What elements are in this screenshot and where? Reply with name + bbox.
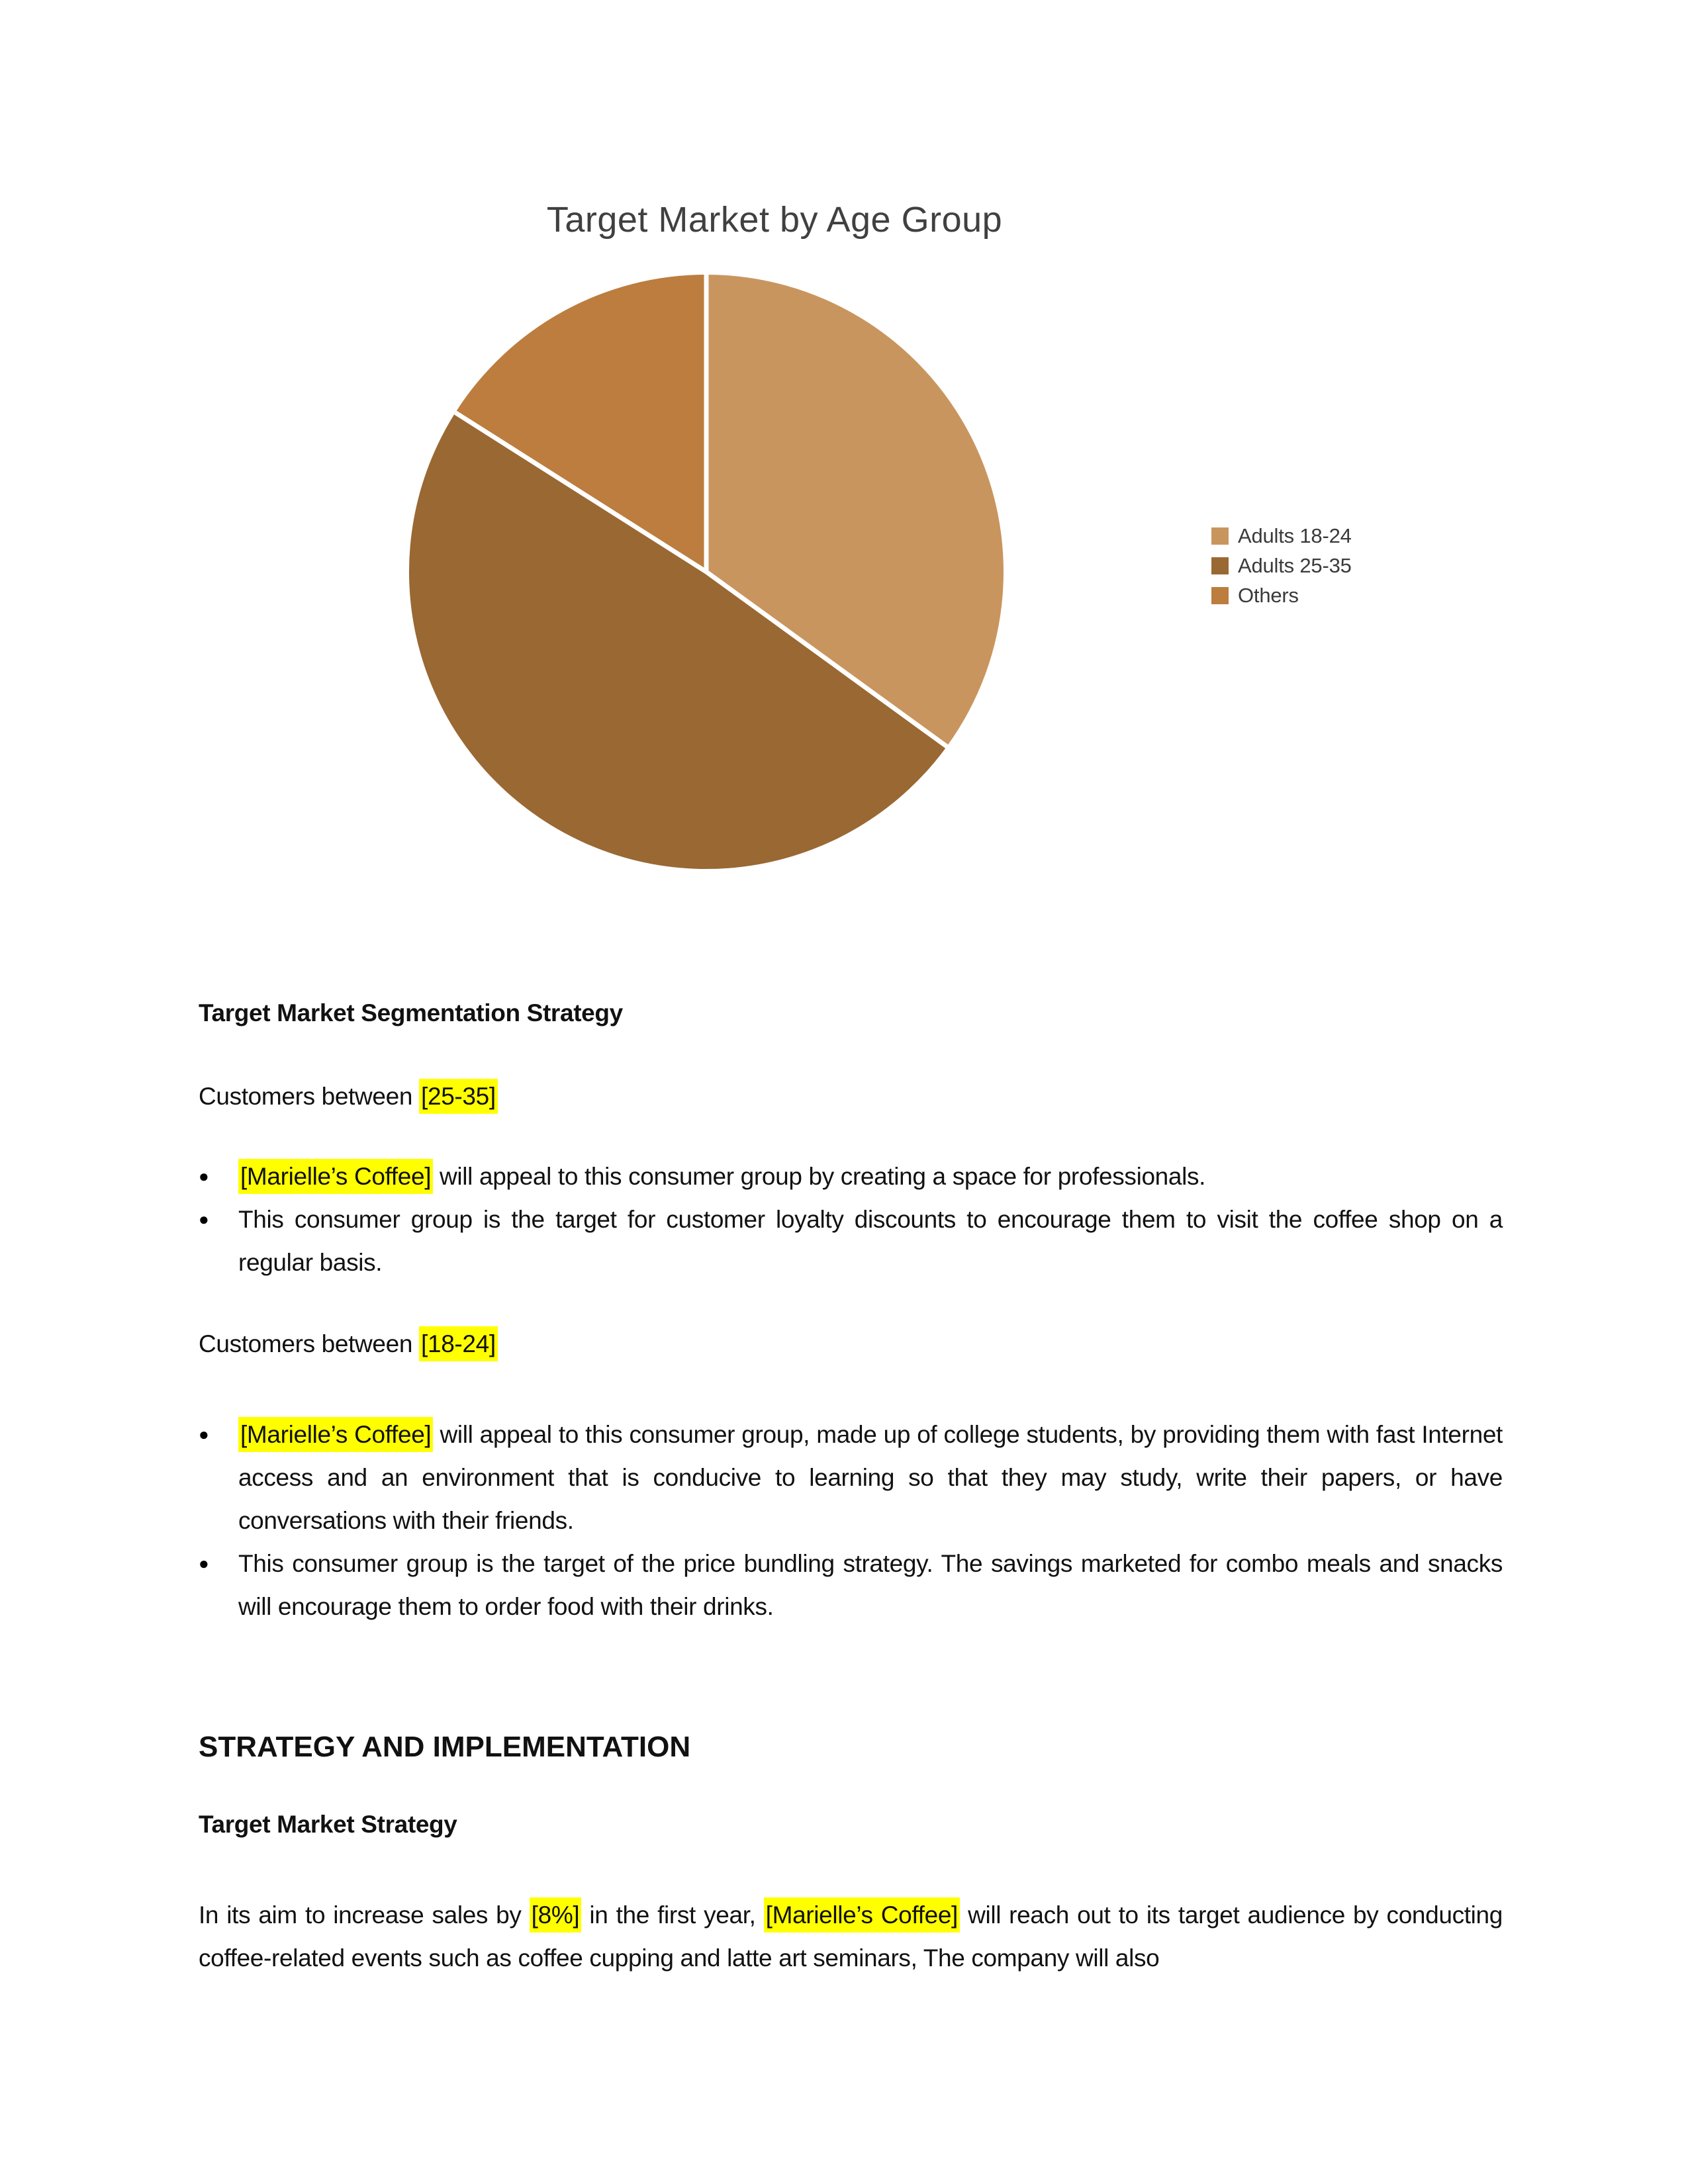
list-item [199,1413,1503,1542]
bullet-icon: ● [199,1553,209,1573]
highlight-25-35: [25-35] [419,1079,498,1114]
legend-swatch [1211,587,1229,604]
strategy-implementation-heading: STRATEGY AND IMPLEMENTATION [199,1731,691,1763]
highlight-8-percent: [8%] [530,1897,582,1933]
highlight-marielles-coffee: [Marielle’s Coffee] [238,1159,433,1194]
bullet-text [238,1413,1503,1542]
chart-legend [1211,521,1352,610]
list-item [199,1155,1503,1198]
intro-paragraph [199,1893,1503,1979]
legend-item [1211,521,1352,551]
paragraph-run: will reach out to its target audience by conducting coffee-related events such as coffee cupping and latte art seminars, The company will also [199,1901,1503,1972]
bullet-text [238,1155,1503,1198]
pie-svg [408,274,1004,870]
legend-label: Adults 18-24 [1238,523,1352,547]
paragraph-run: In its aim to increase sales by [199,1901,530,1929]
bullet-text-run: will appeal to this consumer group, made up of college students, by providing them with fast Internet access and an environment that is conducive to learning so that they may study, write their papers, or have conversations with their friends. [238,1421,1503,1534]
highlight-marielles-coffee: [Marielle’s Coffee] [238,1417,433,1452]
list-item [199,1542,1503,1628]
segmentation-heading: Target Market Segmentation Strategy [199,999,623,1026]
legend-label: Others [1238,583,1299,607]
bullet-text [238,1542,1503,1628]
customers-25-35-prefix: Customers between [199,1083,420,1110]
bullet-list-18-24 [199,1413,1503,1628]
legend-item [1211,580,1352,610]
bullet-text-run: This consumer group is the target for customer loyalty discounts to encourage them to visit the coffee shop on a regular basis. [238,1206,1503,1276]
customers-25-35-line [199,1075,1503,1118]
highlight-18-24: [18-24] [419,1326,498,1361]
target-market-strategy-heading: Target Market Strategy [199,1811,457,1838]
highlight-marielles-coffee: [Marielle’s Coffee] [764,1897,960,1933]
customers-18-24-prefix: Customers between [199,1330,420,1357]
legend-label: Adults 25-35 [1238,553,1352,577]
customers-18-24-line [199,1322,1503,1365]
bullet-text-run: will appeal to this consumer group by creating a space for professionals. [433,1163,1206,1190]
legend-item [1211,551,1352,580]
bullet-icon: ● [199,1424,209,1444]
list-item [199,1198,1503,1284]
bullet-icon: ● [199,1209,209,1229]
bullet-icon: ● [199,1166,209,1186]
bullet-text [238,1198,1503,1284]
legend-swatch [1211,527,1229,545]
bullet-text-run: This consumer group is the target of the price bundling strategy. The savings marketed for combo meals and snacks will encourage them to order food with their drinks. [238,1550,1503,1620]
bullet-list-25-35 [199,1155,1503,1284]
pie-chart [408,274,1004,870]
paragraph-run: in the first year, [581,1901,764,1929]
chart-title: Target Market by Age Group [546,200,1003,240]
legend-swatch [1211,557,1229,574]
